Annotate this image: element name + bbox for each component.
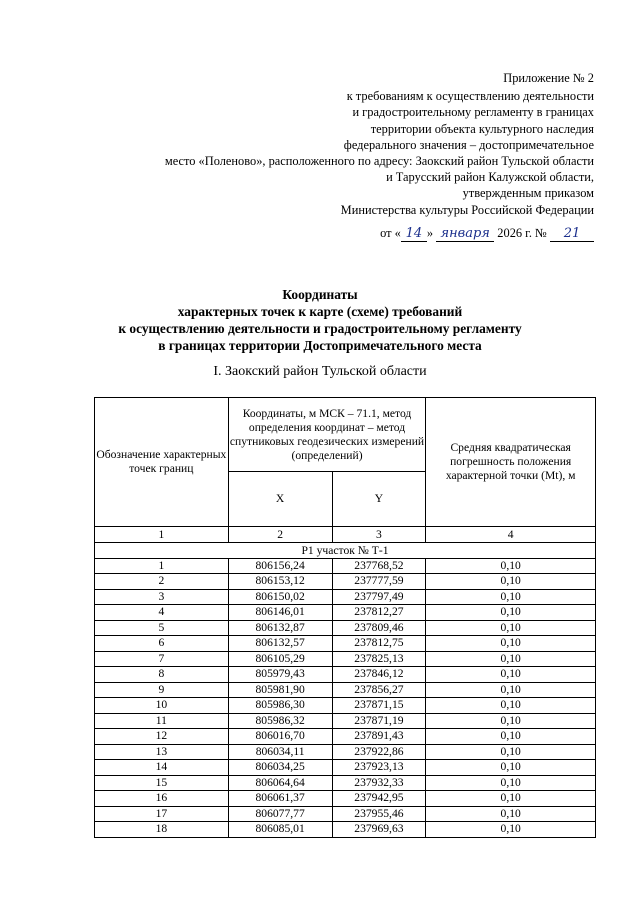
coord-x: 805986,30 <box>228 698 332 714</box>
coord-y: 237871,19 <box>332 713 426 729</box>
point-number: 16 <box>95 791 229 807</box>
coord-y: 237846,12 <box>332 667 426 683</box>
mean-error: 0,10 <box>426 713 596 729</box>
coord-x: 805979,43 <box>228 667 332 683</box>
point-number: 9 <box>95 682 229 698</box>
coord-x: 806153,12 <box>228 574 332 590</box>
header-designation: Обозначение характерных точек границ <box>95 398 229 527</box>
group-row <box>95 542 596 558</box>
appendix-line: федерального значения – достопримечательное <box>343 137 594 152</box>
approval-date-line <box>380 226 594 242</box>
point-number: 12 <box>95 729 229 745</box>
mean-error: 0,10 <box>426 667 596 683</box>
coord-y: 237932,33 <box>332 775 426 791</box>
point-number: 8 <box>95 667 229 683</box>
column-number: 3 <box>332 527 426 543</box>
section-title: I. Заокский район Тульской области <box>213 364 427 379</box>
mean-error: 0,10 <box>426 605 596 621</box>
heading-line: в границах территории Достопримечательного места <box>158 338 482 353</box>
coord-x: 806132,87 <box>228 620 332 636</box>
point-number: 4 <box>95 605 229 621</box>
mean-error: 0,10 <box>426 620 596 636</box>
table-row <box>95 744 596 760</box>
approval-mid: » <box>426 226 434 240</box>
point-number: 17 <box>95 806 229 822</box>
mean-error: 0,10 <box>426 589 596 605</box>
approval-year: 2026 г. № <box>497 226 547 240</box>
approval-day: 14 <box>401 226 427 242</box>
coord-y: 237825,13 <box>332 651 426 667</box>
column-number: 1 <box>95 527 229 543</box>
coord-x: 806105,29 <box>228 651 332 667</box>
mean-error: 0,10 <box>426 760 596 776</box>
appendix-line: территории объекта культурного наследия <box>370 121 594 136</box>
table-row <box>95 698 596 714</box>
point-number: 6 <box>95 636 229 652</box>
coord-y: 237777,59 <box>332 574 426 590</box>
coord-y: 237856,27 <box>332 682 426 698</box>
table-row <box>95 558 596 574</box>
document-heading <box>0 286 640 354</box>
coord-x: 806156,24 <box>228 558 332 574</box>
appendix-line: место «Поленово», расположенного по адресу: Заокский район Тульской области <box>164 154 594 169</box>
header-error: Средняя квадратическая погрешность положения характерной точки (Mt), м <box>426 398 596 527</box>
coord-x: 805986,32 <box>228 713 332 729</box>
appendix-line: и Тарусский район Калужской области, <box>386 170 594 185</box>
coord-x: 806061,37 <box>228 791 332 807</box>
mean-error: 0,10 <box>426 775 596 791</box>
point-number: 1 <box>95 558 229 574</box>
table-row <box>95 589 596 605</box>
point-number: 7 <box>95 651 229 667</box>
point-number: 14 <box>95 760 229 776</box>
table-row <box>95 620 596 636</box>
coord-y: 237922,86 <box>332 744 426 760</box>
column-number: 2 <box>228 527 332 543</box>
coord-x: 806077,77 <box>228 806 332 822</box>
coord-x: 806150,02 <box>228 589 332 605</box>
point-number: 11 <box>95 713 229 729</box>
approval-number: 21 <box>550 226 594 242</box>
table-row <box>95 806 596 822</box>
table-row <box>95 574 596 590</box>
coord-x: 806146,01 <box>228 605 332 621</box>
coord-x: 806016,70 <box>228 729 332 745</box>
coord-y: 237768,52 <box>332 558 426 574</box>
coord-y: 237812,75 <box>332 636 426 652</box>
coord-y: 237871,15 <box>332 698 426 714</box>
point-number: 3 <box>95 589 229 605</box>
point-number: 5 <box>95 620 229 636</box>
mean-error: 0,10 <box>426 651 596 667</box>
column-number-row <box>95 527 596 543</box>
table-row <box>95 822 596 838</box>
column-number: 4 <box>426 527 596 543</box>
coord-y: 237942,95 <box>332 791 426 807</box>
point-number: 18 <box>95 822 229 838</box>
heading-line: Координаты <box>282 287 358 302</box>
coord-x: 806085,01 <box>228 822 332 838</box>
approval-prefix: от « <box>380 226 401 240</box>
coord-y: 237891,43 <box>332 729 426 745</box>
mean-error: 0,10 <box>426 806 596 822</box>
coord-y: 237809,46 <box>332 620 426 636</box>
heading-line: характерных точек к карте (схеме) требований <box>177 304 463 319</box>
appendix-line: утвержденным приказом <box>462 186 594 201</box>
mean-error: 0,10 <box>426 729 596 745</box>
mean-error: 0,10 <box>426 682 596 698</box>
mean-error: 0,10 <box>426 822 596 838</box>
point-number: 10 <box>95 698 229 714</box>
table-row <box>95 775 596 791</box>
coord-y: 237923,13 <box>332 760 426 776</box>
coord-x: 806064,64 <box>228 775 332 791</box>
table-row <box>95 651 596 667</box>
coordinates-table <box>94 397 596 838</box>
appendix-line: и градостроительному регламенту в границах <box>352 105 594 120</box>
mean-error: 0,10 <box>426 574 596 590</box>
coord-x: 806034,11 <box>228 744 332 760</box>
mean-error: 0,10 <box>426 636 596 652</box>
appendix-line: Министерства культуры Российской Федерации <box>340 202 594 217</box>
table-row <box>95 682 596 698</box>
coord-y: 237969,63 <box>332 822 426 838</box>
appendix-title: Приложение № 2 <box>503 71 594 85</box>
appendix-block <box>134 70 594 218</box>
coord-y: 237797,49 <box>332 589 426 605</box>
mean-error: 0,10 <box>426 744 596 760</box>
coord-y: 237812,27 <box>332 605 426 621</box>
table-row <box>95 667 596 683</box>
coord-y: 237955,46 <box>332 806 426 822</box>
heading-line: к осуществлению деятельности и градостроительному регламенту <box>118 321 522 336</box>
header-y: Y <box>332 472 426 527</box>
point-number: 15 <box>95 775 229 791</box>
table-row <box>95 636 596 652</box>
point-number: 13 <box>95 744 229 760</box>
point-number: 2 <box>95 574 229 590</box>
mean-error: 0,10 <box>426 791 596 807</box>
table-row <box>95 760 596 776</box>
mean-error: 0,10 <box>426 698 596 714</box>
group-label: Р1 участок № Т-1 <box>95 542 596 558</box>
approval-month: января <box>436 226 494 242</box>
coord-x: 806132,57 <box>228 636 332 652</box>
table-row <box>95 791 596 807</box>
header-coordinates: Координаты, м МСК – 71.1, метод определения координат – метод спутниковых геодезических измерений (определений) <box>228 398 426 472</box>
header-x: X <box>228 472 332 527</box>
table-row <box>95 713 596 729</box>
mean-error: 0,10 <box>426 558 596 574</box>
appendix-line: к требованиям к осуществлению деятельности <box>346 89 594 104</box>
coord-x: 805981,90 <box>228 682 332 698</box>
table-row <box>95 729 596 745</box>
coord-x: 806034,25 <box>228 760 332 776</box>
table-row <box>95 605 596 621</box>
